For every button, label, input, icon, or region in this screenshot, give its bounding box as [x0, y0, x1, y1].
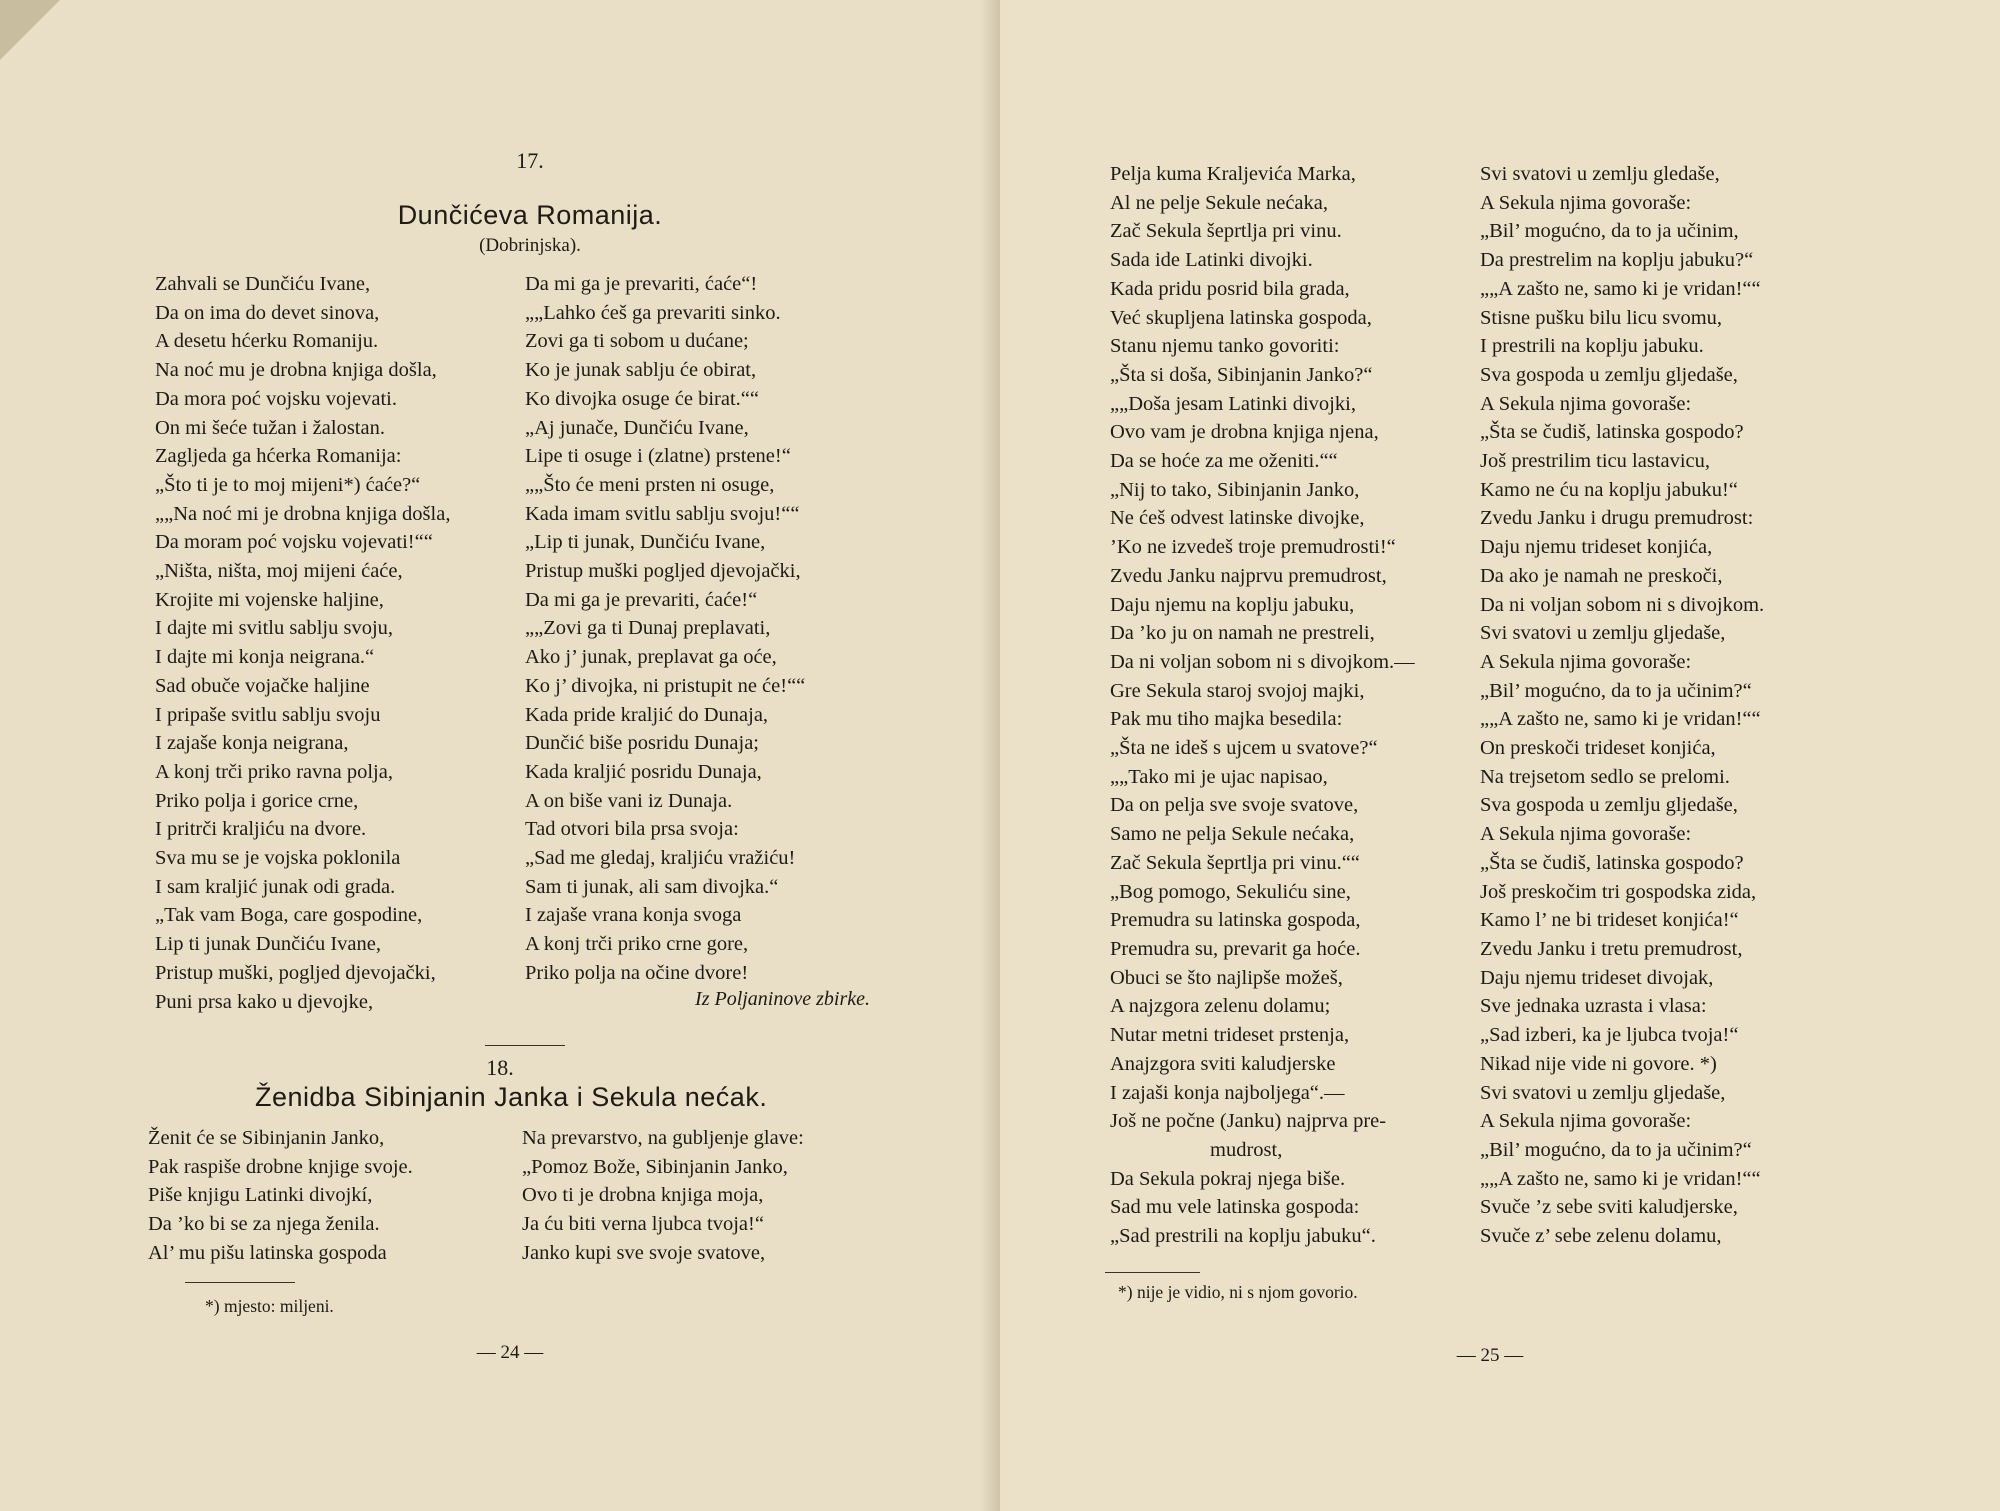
page-number: — 25 —: [1456, 1345, 1524, 1366]
verse-line: Da on ima do devet sinova,: [155, 301, 380, 324]
verse-line: Ko j’ divojka, ni pristupit ne će!““: [525, 674, 806, 697]
verse-line: „„Što će meni prsten ni osuge,: [525, 473, 775, 496]
verse-line: „„Lahko ćeš ga prevariti sinko.: [525, 301, 781, 324]
right-column-1: [1110, 160, 1415, 1251]
poem-18-title: Ženidba Sibinjanin Janka i Sekula nećak.: [255, 1082, 768, 1112]
verse-line: Janko kupi sve svoje svatove,: [522, 1241, 766, 1264]
verse-line: Već skupljena latinska gospoda,: [1110, 306, 1372, 329]
verse-line: „Šta si doša, Sibinjanin Janko?“: [1110, 363, 1373, 386]
verse-line: I dajte mi konja neigrana.“: [155, 646, 375, 669]
verse-line: Lipe ti osuge i (zlatne) prstene!“: [525, 445, 791, 468]
verse-line: Da Sekula pokraj njega biše.: [1110, 1167, 1346, 1190]
poem-18-column-1: [148, 1124, 413, 1268]
poem-17-number: 17.: [516, 148, 544, 173]
verse-line: Da prestrelim na koplju jabuku?“: [1480, 249, 1754, 272]
verse-line: Da on pelja sve svoje svatove,: [1110, 794, 1359, 817]
verse-line: Kada imam svitlu sablju svoju!““: [525, 502, 800, 525]
verse-line: Puni prsa kako u djevojke,: [155, 990, 374, 1013]
right-page: [1000, 0, 2000, 1511]
verse-line: Zač Sekula šeprtlja pri vinu.: [1110, 220, 1342, 243]
verse-line: „Sad prestrili na koplju jabuku“.: [1110, 1225, 1376, 1248]
section-divider: [485, 1045, 565, 1046]
verse-line: Kamo ne ću na koplju jabuku!“: [1480, 478, 1738, 501]
verse-line: Zovi ga ti sobom u dućane;: [525, 330, 749, 353]
poem-17-subtitle: (Dobrinjska).: [479, 235, 581, 256]
verse-line: Pristup muški, pogljed djevojački,: [155, 961, 436, 984]
verse-line: Stanu njemu tanko govoriti:: [1110, 335, 1340, 358]
verse-line: Zvedu Janku i drugu premudrost:: [1480, 507, 1754, 530]
verse-line: Al ne pelje Sekule nećaka,: [1110, 191, 1329, 214]
verse-line: Ovo ti je drobna knjiga moja,: [522, 1184, 764, 1207]
verse-line: „„A zašto ne, samo ki je vridan!““: [1480, 277, 1761, 300]
verse-line: A Sekula njima govoraše:: [1480, 191, 1692, 214]
verse-line: „Tak vam Boga, care gospodine,: [155, 904, 423, 927]
verse-line: A najzgora zelenu dolamu;: [1110, 995, 1331, 1018]
verse-line: Da ’ko bi se za njega ženila.: [148, 1213, 380, 1236]
verse-line: I zajaše konja neigrana,: [155, 732, 349, 755]
verse-line: I sam kraljić junak odi grada.: [155, 875, 396, 898]
verse-line: „„Zovi ga ti Dunaj preplavati,: [525, 617, 771, 640]
verse-line: Dunčić biše posridu Dunaja;: [525, 732, 759, 755]
verse-line: Sad obuče vojačke haljine: [155, 674, 370, 697]
verse-line: Svi svatovi u zemlju gljedaše,: [1480, 1081, 1726, 1104]
verse-line: Kada kraljić posridu Dunaja,: [525, 760, 762, 783]
verse-line: Još prestrilim ticu lastavicu,: [1480, 450, 1711, 473]
verse-line: Zahvali se Dunčiću Ivane,: [155, 273, 371, 295]
verse-line: A konj trči priko crne gore,: [525, 933, 749, 956]
verse-line: A Sekula njima govoraše:: [1480, 392, 1692, 415]
verse-line: „„Doša jesam Latinki divojki,: [1110, 392, 1356, 415]
verse-line: Da ’ko ju on namah ne prestreli,: [1110, 622, 1375, 645]
verse-line: Priko polja na očine dvore!: [525, 961, 749, 984]
verse-line: Sve jednaka uzrasta i vlasa:: [1480, 995, 1707, 1018]
verse-line: „Bog pomogo, Sekuliću sine,: [1110, 880, 1351, 903]
verse-line: Da se hoće za me oženiti.““: [1110, 450, 1338, 473]
verse-line: Ja ću biti verna ljubca tvoja!“: [522, 1213, 764, 1236]
verse-line: Zač Sekula šeprtlja pri vinu.““: [1110, 851, 1360, 874]
poem-17-attribution: Iz Poljaninove zbirke.: [695, 988, 870, 1010]
verse-line: Svi svatovi u zemlju gljedaše,: [1480, 622, 1726, 645]
verse-line: Sada ide Latinki divojki.: [1110, 249, 1313, 272]
verse-line: Al’ mu pišu latinska gospoda: [148, 1241, 387, 1264]
verse-line: Na prevarstvo, na gubljenje glave:: [522, 1127, 804, 1149]
verse-line: „Sad me gledaj, kraljiću vražiću!: [525, 847, 796, 870]
footnote: *) nije je vidio, ni s njom govorio.: [1118, 1282, 1358, 1302]
verse-line: Premudra su, prevarit ga hoće.: [1110, 937, 1361, 960]
verse-line: Da mi ga je prevariti, ćaće!“: [525, 588, 758, 611]
verse-line: Na trejsetom sedlo se prelomi.: [1480, 765, 1730, 788]
right-column-2: [1480, 160, 1764, 1251]
verse-line: Sva gospoda u zemlju gljedaše,: [1480, 363, 1738, 386]
verse-line: Sva mu se je vojska poklonila: [155, 847, 401, 870]
verse-line: Priko polja i gorice crne,: [155, 789, 359, 812]
verse-line: Pristup muški pogljed djevojački,: [525, 560, 801, 583]
poem-18-column-2: [522, 1124, 804, 1268]
verse-line: I prestrili na koplju jabuku.: [1480, 335, 1704, 358]
verse-line: Svi svatovi u zemlju gledaše,: [1480, 163, 1720, 185]
verse-line: „Aj junače, Dunčiću Ivane,: [525, 416, 749, 439]
verse-line: Piše knjigu Latinki divojkí,: [148, 1184, 373, 1207]
verse-line: „Šta ne ideš s ujcem u svatove?“: [1110, 737, 1378, 760]
verse-line: „Ništa, ništa, moj mijeni ćaće,: [155, 560, 403, 583]
verse-line: Svuče ’z sebe sviti kaludjerske,: [1480, 1196, 1738, 1219]
verse-line: I zajaši konja najboljega“.—: [1110, 1081, 1345, 1104]
poem-17-column-1: [155, 270, 450, 1016]
verse-line: Zvedu Janku i tretu premudrost,: [1480, 937, 1743, 960]
verse-line: „„A zašto ne, samo ki je vridan!““: [1480, 708, 1761, 731]
verse-line: Sva gospoda u zemlju gljedaše,: [1480, 794, 1738, 817]
verse-line: Daju njemu trideset divojak,: [1480, 966, 1714, 989]
verse-line: Ko divojka osuge će birat.““: [525, 387, 759, 410]
verse-line: Ovo vam je drobna knjiga njena,: [1110, 421, 1379, 444]
verse-line: Gre Sekula staroj svojoj majki,: [1110, 679, 1365, 702]
verse-line: On mi šeće tužan i žalostan.: [155, 416, 385, 439]
verse-line: Sad mu vele latinska gospoda:: [1110, 1196, 1360, 1219]
page-number: — 24 —: [476, 1342, 544, 1363]
verse-line: Samo ne pelja Sekule nećaka,: [1110, 823, 1355, 846]
verse-line: Stisne pušku bilu licu svomu,: [1480, 306, 1723, 329]
verse-line: A desetu hćerku Romaniju.: [155, 330, 379, 353]
verse-line: Obuci se što najlipše možeš,: [1110, 966, 1343, 989]
poem-18-number: 18.: [486, 1055, 514, 1080]
verse-line: Sam ti junak, ali sam divojka.“: [525, 875, 779, 898]
verse-line: Kamo l’ ne bi trideset konjića!“: [1480, 909, 1739, 932]
verse-line: „„Na noć mi je drobna knjiga došla,: [155, 502, 451, 525]
verse-line: I pritrči kraljiću na dvore.: [155, 818, 367, 841]
verse-line: Kada pridu posrid bila grada,: [1110, 277, 1350, 300]
verse-line: Još ne počne (Janku) najprva pre-: [1110, 1110, 1387, 1133]
verse-line: Nikad nije vide ni govore. *): [1480, 1052, 1717, 1075]
verse-line: Kada pride kraljić do Dunaja,: [525, 703, 769, 726]
verse-line: A Sekula njima govoraše:: [1480, 650, 1692, 673]
poem-17-column-2: [525, 270, 805, 988]
verse-line: „„A zašto ne, samo ki je vridan!““: [1480, 1167, 1761, 1190]
verse-line: „Lip ti junak, Dunčiću Ivane,: [525, 531, 766, 554]
verse-line: Nutar metni trideset prstenja,: [1110, 1024, 1350, 1047]
verse-line: Krojite mi vojenske haljine,: [155, 588, 384, 611]
verse-line: „Pomoz Bože, Sibinjanin Janko,: [522, 1155, 788, 1178]
verse-line: „Sad izberi, ka je ljubca tvoja!“: [1480, 1024, 1739, 1047]
verse-line: ’Ko ne izvedeš troje premudrosti!“: [1110, 536, 1396, 559]
verse-line: Zagljeda ga hćerka Romanija:: [155, 445, 402, 468]
verse-line: A konj trči priko ravna polja,: [155, 760, 393, 783]
verse-line: I zajaše vrana konja svoga: [525, 904, 742, 927]
verse-line: „Bil’ mogućno, da to ja učinim?“: [1480, 1138, 1752, 1161]
poem-17-title: Dunčićeva Romanija.: [397, 200, 663, 230]
verse-line: „Nij to tako, Sibinjanin Janko,: [1110, 478, 1360, 501]
verse-line: Još preskočim tri gospodska zida,: [1480, 880, 1757, 903]
verse-line: Zvedu Janku najprvu premudrost,: [1110, 564, 1387, 587]
verse-line: A Sekula njima govoraše:: [1480, 1110, 1692, 1133]
verse-line: Ko je junak sablju će obirat,: [525, 359, 757, 382]
footnote-rule: [1105, 1272, 1200, 1273]
verse-line: Tad otvori bila prsa svoja:: [525, 818, 739, 841]
verse-line: A on biše vani iz Dunaja.: [525, 789, 733, 812]
verse-line: Ženit će se Sibinjanin Janko,: [148, 1127, 385, 1149]
verse-line: I pripaše svitlu sablju svoju: [155, 703, 381, 726]
verse-line: Da mi ga je prevariti, ćaće“!: [525, 273, 758, 295]
verse-line: mudrost,: [1210, 1138, 1283, 1161]
verse-line: Svuče z’ sebe zelenu dolamu,: [1480, 1225, 1722, 1248]
verse-line: Da ako je namah ne preskoči,: [1480, 564, 1723, 587]
verse-line: I dajte mi svitlu sablju svoju,: [155, 617, 394, 640]
verse-line: „Bil’ mogućno, da to ja učinim,: [1480, 220, 1739, 243]
footnote-rule: [185, 1282, 295, 1283]
verse-line: Daju njemu na koplju jabuku,: [1110, 593, 1355, 616]
verse-line: „„Tako mi je ujac napisao,: [1110, 765, 1328, 788]
verse-line: Pak raspiše drobne knjige svoje.: [148, 1155, 413, 1178]
verse-line: Da ni voljan sobom ni s divojkom.: [1480, 593, 1765, 616]
verse-line: „Bil’ mogućno, da to ja učinim?“: [1480, 679, 1752, 702]
verse-line: Anajzgora sviti kaludjerske: [1110, 1052, 1336, 1075]
verse-line: „Što ti je to moj mijeni*) ćaće?“: [155, 473, 421, 496]
verse-line: Pelja kuma Kraljevića Marka,: [1110, 163, 1356, 185]
verse-line: Lip ti junak Dunčiću Ivane,: [155, 933, 382, 956]
verse-line: Da ni voljan sobom ni s divojkom.—: [1110, 650, 1415, 673]
verse-line: Pak mu tiho majka besedila:: [1110, 708, 1343, 731]
verse-line: Da moram poć vojsku vojevati!““: [155, 531, 433, 554]
verse-line: Da mora poć vojsku vojevati.: [155, 387, 397, 410]
verse-line: Ako j’ junak, preplavat ga oće,: [525, 646, 777, 669]
verse-line: On preskoči trideset konjića,: [1480, 737, 1716, 760]
verse-line: Daju njemu trideset konjića,: [1480, 536, 1713, 559]
verse-line: A Sekula njima govoraše:: [1480, 823, 1692, 846]
verse-line: Ne ćeš odvest latinske divojke,: [1110, 507, 1365, 530]
verse-line: „Šta se čudiš, latinska gospodo?: [1480, 851, 1744, 874]
verse-line: Na noć mu je drobna knjiga došla,: [155, 359, 437, 382]
verse-line: Premudra su latinska gospoda,: [1110, 909, 1361, 932]
folded-corner: [0, 0, 60, 60]
footnote: *) mjesto: miljeni.: [205, 1296, 334, 1316]
verse-line: „Šta se čudiš, latinska gospodo?: [1480, 421, 1744, 444]
